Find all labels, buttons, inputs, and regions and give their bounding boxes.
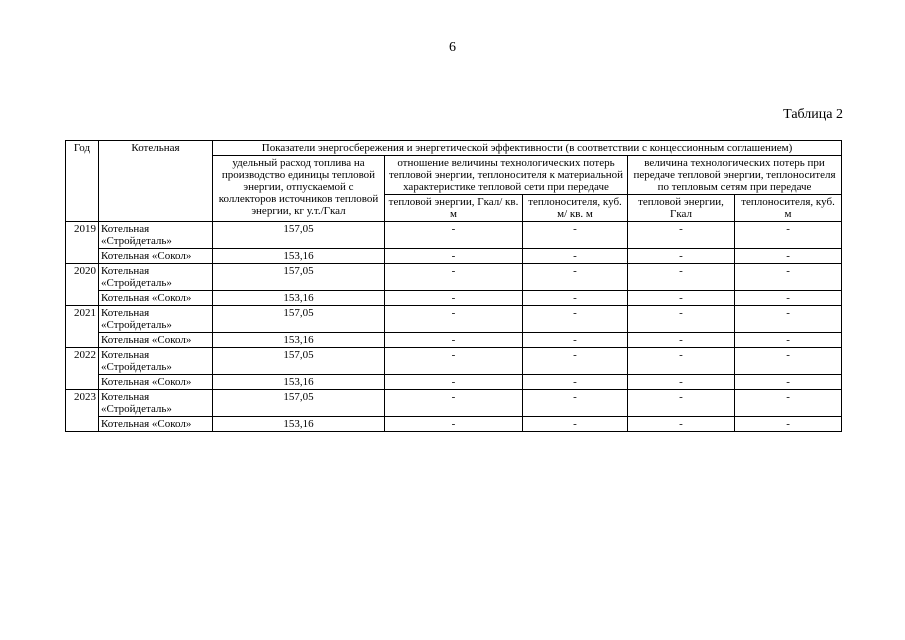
- header-fuel-consumption: удельный расход топлива на производство единицы тепловой энергии, отпускаемой с коллекторов источников тепловой энергии, кг у.т./Гкал: [213, 156, 385, 222]
- cell-fuel-consumption: 157,05: [213, 222, 385, 249]
- cell-boiler: Котельная «Стройдеталь»: [99, 348, 213, 375]
- cell-ratio-heat: -: [385, 390, 523, 417]
- header-year: Год: [66, 141, 99, 222]
- table-row: [66, 306, 842, 333]
- table-row: [66, 222, 842, 249]
- cell-year: 2019: [66, 222, 99, 264]
- cell-boiler: Котельная «Сокол»: [99, 375, 213, 390]
- cell-ratio-carrier: -: [523, 222, 628, 249]
- header-loss-heat: тепловой энергии, Гкал: [628, 195, 735, 222]
- page-number: 6: [449, 40, 456, 55]
- cell-ratio-heat: -: [385, 375, 523, 390]
- cell-boiler: Котельная «Сокол»: [99, 417, 213, 432]
- header-loss-ratio: отношение величины технологических потерь тепловой энергии, теплоносителя к материальной характеристике тепловой сети при передаче: [385, 156, 628, 195]
- cell-loss-carrier: -: [735, 222, 842, 249]
- table-row: [66, 249, 842, 264]
- header-ratio-heat: тепловой энергии, Гкал/ кв. м: [385, 195, 523, 222]
- cell-loss-heat: -: [628, 348, 735, 375]
- cell-boiler: Котельная «Сокол»: [99, 333, 213, 348]
- cell-loss-carrier: -: [735, 249, 842, 264]
- cell-year: 2020: [66, 264, 99, 306]
- table-row: [66, 348, 842, 375]
- cell-ratio-heat: -: [385, 306, 523, 333]
- cell-fuel-consumption: 157,05: [213, 390, 385, 417]
- cell-ratio-carrier: -: [523, 264, 628, 291]
- cell-loss-heat: -: [628, 417, 735, 432]
- cell-ratio-carrier: -: [523, 390, 628, 417]
- cell-ratio-carrier: -: [523, 375, 628, 390]
- cell-ratio-carrier: -: [523, 291, 628, 306]
- cell-fuel-consumption: 153,16: [213, 291, 385, 306]
- cell-year: 2021: [66, 306, 99, 348]
- cell-fuel-consumption: 153,16: [213, 249, 385, 264]
- cell-ratio-carrier: -: [523, 249, 628, 264]
- cell-fuel-consumption: 153,16: [213, 375, 385, 390]
- cell-loss-heat: -: [628, 222, 735, 249]
- cell-ratio-heat: -: [385, 333, 523, 348]
- cell-loss-carrier: -: [735, 390, 842, 417]
- cell-loss-heat: -: [628, 375, 735, 390]
- cell-fuel-consumption: 157,05: [213, 264, 385, 291]
- table-caption: Таблица 2: [783, 107, 843, 122]
- table-row: [66, 333, 842, 348]
- cell-ratio-heat: -: [385, 417, 523, 432]
- header-row-1: [66, 141, 842, 156]
- table-body: [66, 222, 842, 432]
- table-row: [66, 264, 842, 291]
- cell-year: 2023: [66, 390, 99, 432]
- cell-ratio-heat: -: [385, 222, 523, 249]
- cell-ratio-heat: -: [385, 249, 523, 264]
- cell-boiler: Котельная «Стройдеталь»: [99, 222, 213, 249]
- cell-ratio-heat: -: [385, 348, 523, 375]
- cell-loss-carrier: -: [735, 264, 842, 291]
- cell-loss-carrier: -: [735, 291, 842, 306]
- cell-loss-carrier: -: [735, 417, 842, 432]
- cell-loss-heat: -: [628, 390, 735, 417]
- cell-loss-carrier: -: [735, 306, 842, 333]
- table-row: [66, 390, 842, 417]
- cell-loss-carrier: -: [735, 348, 842, 375]
- header-boiler: Котельная: [99, 141, 213, 222]
- cell-loss-carrier: -: [735, 375, 842, 390]
- table-row: [66, 417, 842, 432]
- cell-ratio-carrier: -: [523, 417, 628, 432]
- cell-loss-heat: -: [628, 306, 735, 333]
- cell-boiler: Котельная «Сокол»: [99, 249, 213, 264]
- cell-boiler: Котельная «Стройдеталь»: [99, 264, 213, 291]
- cell-loss-heat: -: [628, 249, 735, 264]
- cell-loss-carrier: -: [735, 333, 842, 348]
- cell-fuel-consumption: 153,16: [213, 333, 385, 348]
- cell-ratio-heat: -: [385, 291, 523, 306]
- cell-ratio-carrier: -: [523, 306, 628, 333]
- cell-fuel-consumption: 157,05: [213, 306, 385, 333]
- header-indicators-group: Показатели энергосбережения и энергетической эффективности (в соответствии с концессионным соглашением): [213, 141, 842, 156]
- cell-boiler: Котельная «Сокол»: [99, 291, 213, 306]
- cell-loss-heat: -: [628, 333, 735, 348]
- header-loss-value: величина технологических потерь при передаче тепловой энергии, теплоносителя по тепловым сетям при передаче: [628, 156, 842, 195]
- cell-loss-heat: -: [628, 264, 735, 291]
- cell-loss-heat: -: [628, 291, 735, 306]
- cell-ratio-heat: -: [385, 264, 523, 291]
- cell-boiler: Котельная «Стройдеталь»: [99, 306, 213, 333]
- header-loss-carrier: теплоносителя, куб. м: [735, 195, 842, 222]
- cell-fuel-consumption: 157,05: [213, 348, 385, 375]
- table-row: [66, 291, 842, 306]
- cell-fuel-consumption: 153,16: [213, 417, 385, 432]
- energy-efficiency-table: [65, 140, 842, 432]
- cell-ratio-carrier: -: [523, 348, 628, 375]
- table-row: [66, 375, 842, 390]
- header-ratio-carrier: теплоносителя, куб. м/ кв. м: [523, 195, 628, 222]
- cell-ratio-carrier: -: [523, 333, 628, 348]
- cell-boiler: Котельная «Стройдеталь»: [99, 390, 213, 417]
- cell-year: 2022: [66, 348, 99, 390]
